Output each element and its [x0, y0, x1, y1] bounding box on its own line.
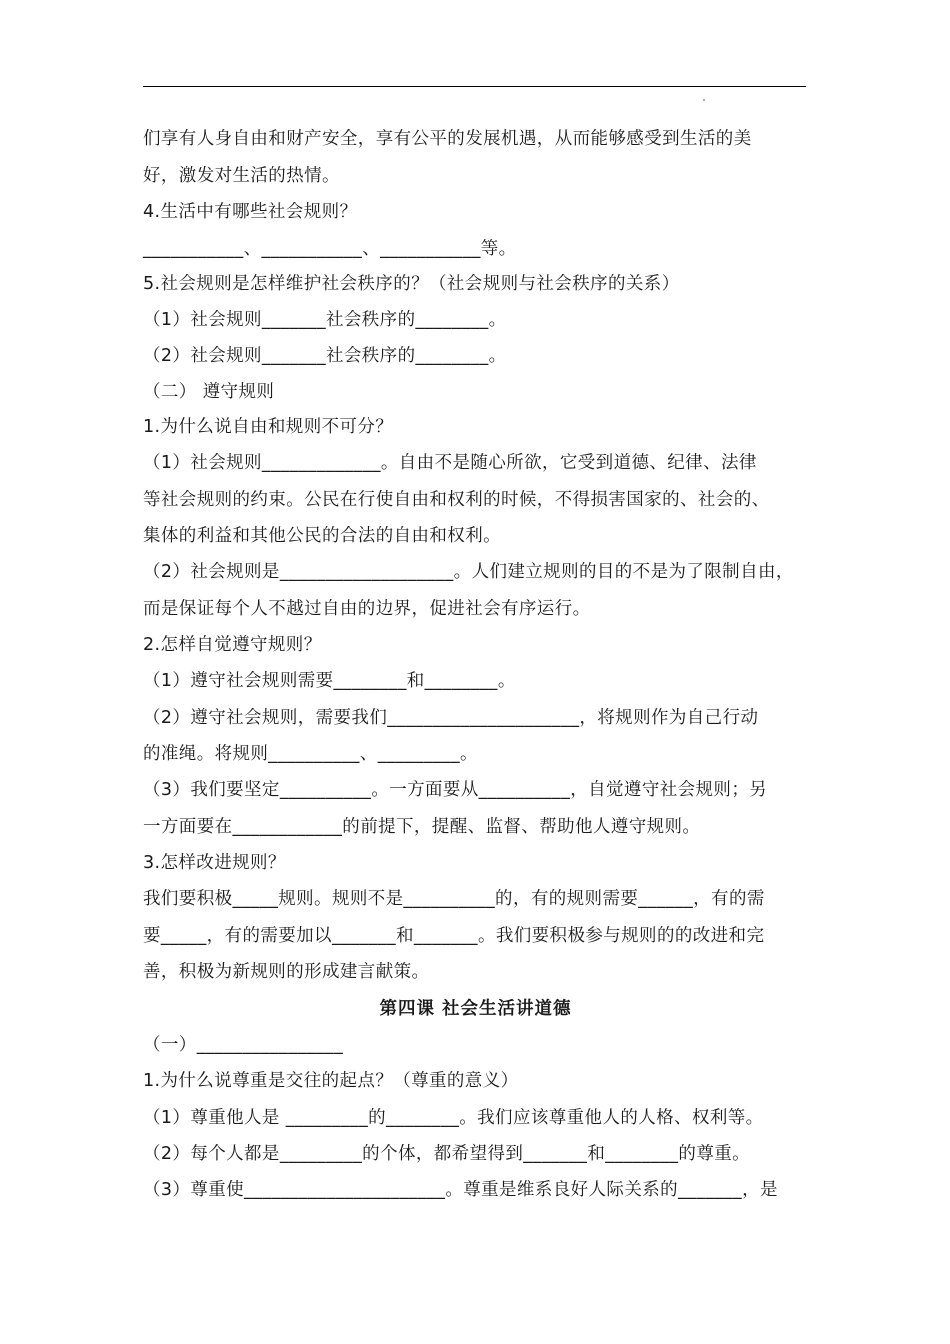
fill-blank-line: （2）每个人都是_________的个体，都希望得到_______和________的尊重。	[143, 1144, 751, 1164]
text-line: 等社会规则的约束。公民在行使自由和权利的时候，不得损害国家的、社会的、	[143, 490, 770, 510]
section-heading: （一）________________	[143, 1035, 344, 1055]
question-heading: 3.怎样改进规则？	[143, 853, 286, 873]
question-heading: 4.生活中有哪些社会规则？	[143, 202, 358, 222]
fill-blank-line: 要_____，有的需要加以_______和_______。我们要积极参与规则的的改进和完	[143, 926, 765, 946]
text-line: 集体的利益和其他公民的合法的自由和权利。	[143, 526, 501, 546]
fill-blank-line: 我们要积极_____规则。规则不是__________的，有的规则需要______，有的需	[143, 889, 765, 909]
question-heading: 1.为什么说尊重是交往的起点？（尊重的意义）	[143, 1071, 519, 1091]
fill-blank-line: （2）社会规则_______社会秩序的________。	[143, 346, 507, 366]
fill-blank-line: 一方面要在____________的前提下，提醒、监督、帮助他人遵守规则。	[143, 817, 701, 837]
fill-blank-line: （1）尊重他人是 _________的________。我们应该尊重他人的人格、权利等。	[143, 1108, 764, 1128]
lesson-title: 第四课 社会生活讲道德	[379, 999, 572, 1019]
section-heading: （二） 遵守规则	[143, 382, 275, 402]
question-heading: 5.社会规则是怎样维护社会秩序的？（社会规则与社会秩序的关系）	[143, 274, 680, 294]
fill-blank-line: （1）遵守社会规则需要________和________。	[143, 671, 516, 691]
text-line: 们享有人身自由和财产安全，享有公平的发展机遇，从而能够感受到生活的美	[143, 129, 752, 149]
header-rule	[143, 86, 806, 87]
text-line: 好，激发对生活的热情。	[143, 166, 340, 186]
fill-blank-line: ___________、___________、___________等。	[143, 239, 517, 259]
fill-blank-line: 的准绳。将规则__________、_________。	[143, 744, 478, 764]
fill-blank-line: （2）社会规则是___________________。人们建立规则的目的不是为了限制自由，	[143, 562, 794, 582]
fill-blank-line: （3）我们要坚定__________。一方面要从__________，自觉遵守社会规则；另	[143, 780, 768, 800]
fill-blank-line: （3）尊重使______________________。尊重是维系良好人际关系的_______，是	[143, 1180, 778, 1200]
fill-blank-line: （1）社会规则_______社会秩序的________。	[143, 310, 507, 330]
question-heading: 2.怎样自觉遵守规则？	[143, 635, 322, 655]
fill-blank-line: （2）遵守社会规则，需要我们_____________________，将规则作为自己行动	[143, 708, 759, 728]
text-line: 而是保证每个人不越过自由的边界，促进社会有序运行。	[143, 599, 591, 619]
text-line: 善，积极为新规则的形成建言献策。	[143, 962, 430, 982]
fill-blank-line: （1）社会规则_____________。自由不是随心所欲，它受到道德、纪律、法律	[143, 453, 757, 473]
question-heading: 1.为什么说自由和规则不可分？	[143, 417, 394, 437]
speck-mark	[703, 99, 705, 101]
